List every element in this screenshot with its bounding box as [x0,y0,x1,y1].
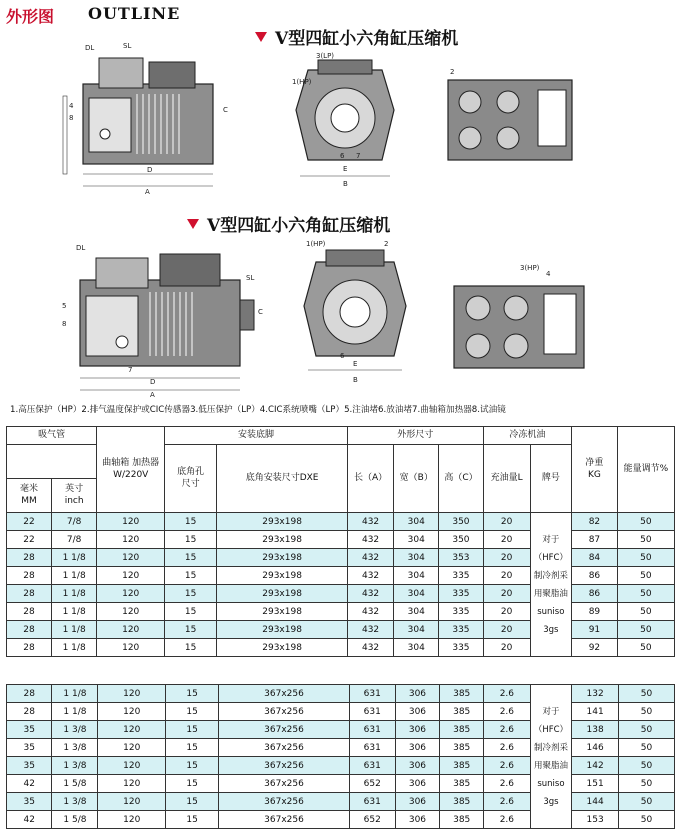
table-cell: 306 [395,757,440,775]
table-cell: 385 [440,793,484,811]
label-dl: DL [76,244,86,252]
label-5: 5 [62,302,67,310]
table-cell: 1 1/8 [51,639,96,657]
table-cell: 304 [394,585,439,603]
table-cell: 2.6 [484,757,531,775]
table-cell: 385 [440,757,484,775]
table-cell: 120 [98,685,166,703]
header-b: 宽（B） [394,445,439,513]
label-dl: DL [85,44,95,52]
table-cell: 144 [572,793,619,811]
table-cell: 367x256 [219,739,350,757]
table-cell: 367x256 [219,721,350,739]
table-cell: 2.6 [484,811,531,829]
table-cell: 631 [349,721,395,739]
table-row [7,621,675,639]
table-cell: 304 [394,513,439,531]
spec-table-2-body [7,685,675,829]
table-cell: 367x256 [219,793,350,811]
table-cell: 367x256 [219,775,350,793]
table-cell: 1 3/8 [52,739,98,757]
table-cell: 1 5/8 [52,775,98,793]
table-row [7,549,675,567]
table-cell: 15 [165,549,217,567]
table-cell: 432 [348,549,394,567]
table-cell: 28 [7,703,52,721]
table-cell: 652 [349,775,395,793]
table-cell: 2.6 [484,721,531,739]
table-cell: 20 [483,531,530,549]
table-cell: 28 [7,621,52,639]
label-6: 6 [340,152,345,160]
label-2: 2 [450,68,455,76]
label-3lp: 3(LP) [316,52,335,60]
table-cell: 306 [395,685,440,703]
label-b: B [343,180,348,188]
section-title-2-text: V型四缸小六角缸压缩机 [207,216,391,236]
label-4: 4 [69,102,74,110]
table-cell: 631 [349,757,395,775]
table-cell: 28 [7,639,52,657]
table-row [7,793,675,811]
table-cell: 1 3/8 [52,793,98,811]
table-cell: 15 [166,703,219,721]
header-capacity: 能量调节% [617,427,674,513]
label-a: A [145,188,150,196]
table-cell: 1 1/8 [51,585,96,603]
table-cell: 20 [483,513,530,531]
label-1hp: 1(HP) [292,78,312,86]
label-b: B [353,376,358,384]
table-cell: 385 [440,811,484,829]
table-cell: 306 [395,721,440,739]
table-row [7,721,675,739]
table-cell: 120 [98,739,166,757]
header-mount: 安装底脚 [165,427,348,445]
header-oil: 冷冻机油 [483,427,572,445]
label-e: E [353,360,358,368]
header-dims: 外形尺寸 [348,427,484,445]
table-cell: 50 [618,703,674,721]
table-cell: 50 [617,513,674,531]
table-cell: 35 [7,757,52,775]
header-brand: 牌号 [530,445,572,513]
table-cell: 335 [439,621,483,639]
table-cell: 367x256 [219,685,350,703]
header-mm: 毫米 MM [7,479,52,513]
table-cell: 50 [618,757,674,775]
table-cell: 350 [439,513,483,531]
table-cell: 28 [7,585,52,603]
table-cell: 120 [98,721,166,739]
table-cell: 35 [7,721,52,739]
table-cell: 50 [617,531,674,549]
brand-note-line: 用聚脂油 [533,760,568,771]
table-cell: 50 [618,721,674,739]
table-cell: 28 [7,603,52,621]
table-cell: 293x198 [217,513,348,531]
table-cell: 432 [348,567,394,585]
table-cell: 293x198 [217,549,348,567]
brand-note-line: suniso [537,606,565,617]
table-cell: 2.6 [484,685,531,703]
table-cell: 293x198 [217,621,348,639]
table-cell: 15 [166,721,219,739]
table-cell: 2.6 [484,775,531,793]
table-cell: 432 [348,603,394,621]
header-heater: 曲轴箱 加热器 W/220V [97,427,165,513]
table-cell: 15 [166,793,219,811]
table-cell: 335 [439,603,483,621]
table-cell: 367x256 [219,811,350,829]
table-cell: 120 [98,811,166,829]
spec-table-1 [6,426,675,657]
label-1hp: 1(HP) [306,240,326,248]
table-row [7,585,675,603]
table-row [7,639,675,657]
table-cell: 50 [617,567,674,585]
table-cell: 50 [618,739,674,757]
table-cell: 432 [348,585,394,603]
compressor-front-view-1 [290,50,400,190]
table-cell: 335 [439,639,483,657]
table-cell: 350 [439,531,483,549]
label-7: 7 [356,152,361,160]
table-cell: 120 [97,567,165,585]
table-cell: 120 [97,585,165,603]
table-cell: 1 1/8 [52,685,98,703]
page-title-cn: 外形图 [6,7,55,26]
header-inch: 英寸 inch [51,479,96,513]
label-8: 8 [62,320,67,328]
table-cell: 1 3/8 [52,721,98,739]
table-cell: 84 [572,549,618,567]
compressor-side-view-1 [55,36,240,196]
table-cell: 652 [349,811,395,829]
table-cell: 335 [439,585,483,603]
table-cell: 50 [618,793,674,811]
table-row [7,757,675,775]
table-cell: 146 [572,739,619,757]
table-cell: 304 [394,603,439,621]
label-2: 2 [384,240,389,248]
compressor-side-view-2 [50,238,270,398]
table-cell: 15 [165,585,217,603]
table-cell: 120 [98,793,166,811]
table-cell: 2.6 [484,793,531,811]
table-cell: 385 [440,721,484,739]
table-row [7,811,675,829]
table-cell: 28 [7,567,52,585]
table-cell: 86 [572,585,618,603]
label-d: D [150,378,156,386]
table-cell: 15 [165,621,217,639]
table-cell: 15 [165,531,217,549]
table-cell: 153 [572,811,619,829]
table-cell: 50 [618,685,674,703]
table-cell: 50 [617,549,674,567]
table-cell: 120 [98,775,166,793]
table-cell: 28 [7,549,52,567]
table-cell: 20 [483,603,530,621]
table-row [7,775,675,793]
table-cell: 42 [7,775,52,793]
table-cell: 15 [166,757,219,775]
table-cell: 50 [618,775,674,793]
table-cell: 89 [572,603,618,621]
table-cell: 293x198 [217,531,348,549]
table-cell: 15 [165,603,217,621]
table-cell: 132 [572,685,619,703]
table-cell: 432 [348,513,394,531]
table-cell: 2.6 [484,739,531,757]
table-cell: 87 [572,531,618,549]
label-8: 8 [69,114,74,122]
brand-note [530,685,572,829]
table-cell: 22 [7,531,52,549]
brand-note-line: （HFC） [533,724,569,735]
table-cell: 15 [166,685,219,703]
table-cell: 293x198 [217,567,348,585]
table-cell: 1 5/8 [52,811,98,829]
label-a: A [150,391,155,398]
label-4: 4 [546,270,551,278]
table-cell: 20 [483,567,530,585]
brand-note-line: 制冷剂采 [533,742,568,753]
header-c: 高（C） [439,445,483,513]
label-3hp: 3(HP) [520,264,540,272]
spec-table-2 [6,684,675,829]
header-a: 长（A） [348,445,394,513]
table-row [7,603,675,621]
table-cell: 92 [572,639,618,657]
table-cell: 631 [349,739,395,757]
header-charge: 充油量L [483,445,530,513]
table-cell: 15 [165,513,217,531]
table-cell: 293x198 [217,639,348,657]
table-row [7,685,675,703]
table-cell: 15 [165,639,217,657]
parts-legend: 1.高压保护（HP）2.排气温度保护或CIC传感器3.低压保护（LP）4.CIC系统喷嘴（LP）5.注油堵6.放油堵7.曲轴箱加热器8.试油镜 [10,405,506,415]
section-title-1 [255,24,458,49]
table-cell: 367x256 [219,757,350,775]
brand-note-line: 用聚脂油 [533,588,568,599]
table-cell: 35 [7,793,52,811]
brand-note-line: suniso [537,778,565,789]
table-cell: 50 [617,621,674,639]
table-cell: 120 [97,531,165,549]
table-cell: 20 [483,621,530,639]
table-cell: 82 [572,513,618,531]
spec-table-1-body [7,513,675,657]
table-cell: 120 [97,639,165,657]
label-c: C [258,308,263,316]
table-cell: 1 3/8 [52,757,98,775]
table-cell: 306 [395,775,440,793]
table-row [7,531,675,549]
label-6: 6 [340,352,345,360]
brand-note [530,513,572,657]
table-cell: 432 [348,531,394,549]
table-cell: 304 [394,621,439,639]
red-triangle-icon [187,219,199,229]
table-cell: 20 [483,585,530,603]
brand-note-line: （HFC） [533,552,568,563]
label-d: D [147,166,153,174]
header-weight: 净重 KG [572,427,618,513]
table-cell: 28 [7,685,52,703]
table-cell: 120 [98,757,166,775]
table-cell: 42 [7,811,52,829]
table-cell: 86 [572,567,618,585]
table-cell: 385 [440,703,484,721]
table-cell: 432 [348,639,394,657]
table-cell: 306 [395,739,440,757]
table-cell: 631 [349,703,395,721]
table-cell: 15 [166,775,219,793]
table-cell: 432 [348,621,394,639]
table-cell: 91 [572,621,618,639]
table-cell: 306 [395,811,440,829]
table-cell: 353 [439,549,483,567]
table-cell: 120 [97,513,165,531]
table-cell: 120 [97,621,165,639]
header-suction-blank [7,445,97,479]
section-title-2 [187,211,390,236]
table-cell: 35 [7,739,52,757]
compressor-front-view-2 [300,236,410,386]
table-cell: 1 1/8 [51,603,96,621]
label-c: C [223,106,228,114]
table-row [7,703,675,721]
table-cell: 22 [7,513,52,531]
table-cell: 15 [166,811,219,829]
page-title-en: OUTLINE [88,4,181,23]
brand-note-line: 3gs [543,796,559,807]
header-dxe: 底角安装尺寸DXE [217,445,348,513]
table-cell: 15 [165,567,217,585]
brand-note-line: 制冷剂采 [533,570,568,581]
table-cell: 141 [572,703,619,721]
table-cell: 120 [97,603,165,621]
label-7: 7 [128,366,133,374]
table-cell: 138 [572,721,619,739]
table-cell: 50 [617,603,674,621]
table-cell: 306 [395,703,440,721]
table-cell: 631 [349,685,395,703]
table-cell: 385 [440,775,484,793]
table-cell: 2.6 [484,703,531,721]
compressor-plan-view-2 [440,262,600,382]
table-cell: 1 1/8 [52,703,98,721]
table-cell: 631 [349,793,395,811]
label-e: E [343,165,348,173]
table-cell: 50 [618,811,674,829]
table-cell: 1 1/8 [51,567,96,585]
table-cell: 15 [166,739,219,757]
table-row [7,513,675,531]
brand-note-line: 对于 [542,534,560,545]
brand-note-line: 对于 [542,706,560,717]
table-row [7,567,675,585]
table-row [7,739,675,757]
label-sl: SL [246,274,255,282]
table-cell: 1 1/8 [51,621,96,639]
table-cell: 20 [483,549,530,567]
table-cell: 120 [98,703,166,721]
section-title-1-text: V型四缸小六角缸压缩机 [275,29,459,49]
table-cell: 385 [440,739,484,757]
table-cell: 304 [394,639,439,657]
table-cell: 1 1/8 [51,549,96,567]
table-cell: 50 [617,585,674,603]
table-cell: 293x198 [217,603,348,621]
table-cell: 304 [394,549,439,567]
table-cell: 7/8 [51,513,96,531]
table-cell: 306 [395,793,440,811]
table-cell: 335 [439,567,483,585]
table-cell: 50 [617,639,674,657]
compressor-plan-view-1 [430,62,590,172]
table-cell: 120 [97,549,165,567]
table-cell: 304 [394,567,439,585]
red-triangle-icon [255,32,267,42]
table-cell: 304 [394,531,439,549]
header-suction: 吸气管 [7,427,97,445]
brand-note-line: 3gs [543,624,559,635]
header-hole: 底角孔 尺寸 [165,445,217,513]
table-cell: 7/8 [51,531,96,549]
table-cell: 151 [572,775,619,793]
table-cell: 367x256 [219,703,350,721]
table-cell: 20 [483,639,530,657]
table-cell: 385 [440,685,484,703]
label-sl: SL [123,42,132,50]
table-cell: 142 [572,757,619,775]
table-cell: 293x198 [217,585,348,603]
